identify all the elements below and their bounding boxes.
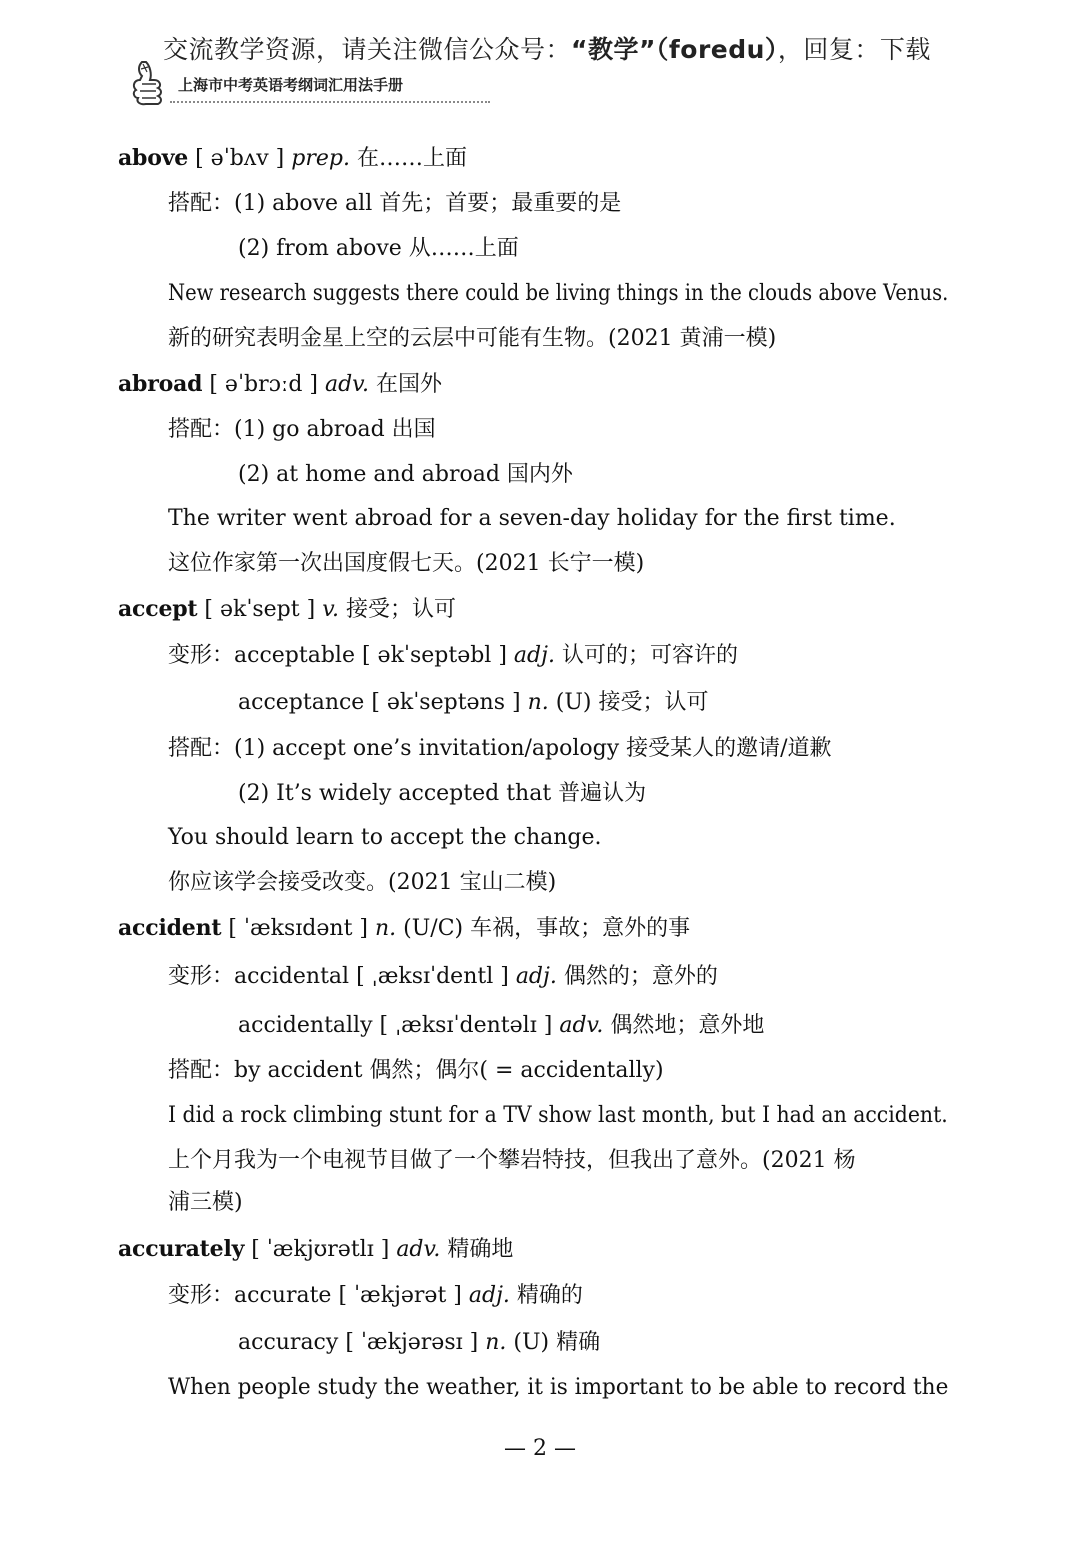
- collocation-text: (1) above all 首先；首要；最重要的是: [234, 191, 622, 216]
- example-translation: [168, 1146, 856, 1176]
- headword: accident: [118, 915, 222, 941]
- headword: above: [118, 145, 189, 171]
- meaning: 接受；认可: [346, 597, 457, 622]
- collocation-text: (1) accept one’s invitation/apology 接受某人的邀请/道歉: [234, 736, 832, 761]
- example-translation-continued: [168, 1188, 243, 1218]
- example-text: I did a rock climbing stunt for a TV show last month, but I had an accident.: [168, 1103, 948, 1128]
- page-header: [0, 0, 1080, 120]
- collocation-text: (2) at home and abroad 国内外: [238, 462, 573, 487]
- section-label: 变形：: [168, 1283, 235, 1308]
- notice-prefix: 交流教学资源，请关注微信公众号：: [163, 35, 572, 64]
- section-label: 变形：: [168, 964, 235, 989]
- collocation-line: [238, 234, 519, 264]
- word-form-line: [168, 1281, 583, 1311]
- part-of-speech: n.: [485, 1330, 507, 1355]
- word-form: accidental: [234, 964, 350, 989]
- collocation-line: [168, 734, 832, 764]
- section-label: 搭配：: [168, 736, 235, 761]
- translation-text: 新的研究表明金星上空的云层中可能有生物。(2021 黄浦一模): [168, 326, 777, 351]
- word-form-line: [238, 1328, 600, 1358]
- entry-headword-line: [118, 913, 690, 944]
- part-of-speech: adj.: [513, 643, 555, 668]
- phonetic: [ əkˈsept ]: [204, 597, 316, 622]
- phonetic: [ ˈæksɪdənt ]: [228, 916, 368, 941]
- phonetic: [ əˈbʌv ]: [195, 146, 285, 171]
- headword: accept: [118, 596, 198, 622]
- phonetic: [ əˈbrɔːd ]: [209, 372, 318, 397]
- collocation-line: [168, 1056, 664, 1086]
- notice-suffix: ，回复：下载: [777, 35, 931, 64]
- translation-text: 你应该学会接受改变。(2021 宝山二模): [168, 870, 557, 895]
- entry-headword-line: [118, 1234, 513, 1265]
- book-title: 上海市中考英语考纲词汇用法手册: [178, 76, 404, 94]
- word-form-line: [238, 1011, 764, 1041]
- headword: accurately: [118, 1236, 245, 1262]
- example-sentence: [168, 823, 602, 853]
- collocation-text: (2) from above 从……上面: [238, 236, 519, 261]
- collocation-line: [238, 460, 573, 490]
- section-label: 搭配：: [168, 417, 235, 442]
- example-translation: [168, 324, 776, 354]
- meaning: 精确的: [516, 1283, 583, 1308]
- translation-text: 这位作家第一次出国度假七天。(2021 长宁一模): [168, 551, 645, 576]
- meaning: 偶然的；意外的: [563, 964, 718, 989]
- entry-headword-line: [118, 369, 442, 400]
- section-label: 搭配：: [168, 1058, 235, 1083]
- collocation-line: [168, 189, 621, 219]
- part-of-speech: adj.: [515, 964, 557, 989]
- page-number: — 2 —: [504, 1436, 576, 1461]
- word-form: accuracy: [238, 1330, 339, 1355]
- phonetic: [ ˈækjʊrətlɪ ]: [251, 1237, 390, 1262]
- phonetic: [ ˌæksɪˈdentəlɪ ]: [379, 1013, 553, 1038]
- example-text: When people study the weather, it is important to be able to record the: [168, 1375, 949, 1400]
- part-of-speech: adv.: [559, 1013, 604, 1038]
- example-sentence: [168, 1101, 948, 1131]
- word-form: accidentally: [238, 1013, 373, 1038]
- collocation-text: (1) go abroad 出国: [234, 417, 436, 442]
- meaning: 认可的；可容许的: [561, 643, 738, 668]
- collocation-line: [168, 415, 436, 445]
- example-sentence: [168, 1373, 948, 1403]
- phonetic: [ ˈækjərəsɪ ]: [345, 1330, 479, 1355]
- headword: abroad: [118, 371, 203, 397]
- notice-id: （foredu）: [655, 35, 778, 64]
- entry-headword-line: [118, 594, 456, 625]
- part-of-speech: n.: [375, 916, 397, 941]
- collocation-text: by accident 偶然；偶尔( = accidentally): [234, 1058, 664, 1083]
- section-label: 搭配：: [168, 191, 235, 216]
- part-of-speech: v.: [322, 597, 339, 622]
- example-text: The writer went abroad for a seven-day holiday for the first time.: [168, 506, 896, 531]
- part-of-speech: n.: [527, 690, 549, 715]
- meaning: 在……上面: [356, 146, 467, 171]
- part-of-speech: prep.: [291, 146, 350, 171]
- translation-text: 浦三模): [168, 1190, 243, 1215]
- header-divider: [170, 101, 490, 103]
- part-of-speech: adj.: [468, 1283, 510, 1308]
- phonetic: [ əkˈseptəns ]: [371, 690, 521, 715]
- phonetic: [ əkˈseptəbl ]: [361, 643, 507, 668]
- example-text: You should learn to accept the change.: [168, 825, 602, 850]
- part-of-speech: adv.: [396, 1237, 441, 1262]
- example-translation: [168, 868, 556, 898]
- example-translation: [168, 549, 644, 579]
- word-form-line: [168, 641, 738, 671]
- word-form-line: [238, 688, 708, 718]
- translation-text: 上个月我为一个电视节目做了一个攀岩特技，但我出了意外。(2021 杨: [168, 1148, 856, 1173]
- meaning: 在国外: [376, 372, 443, 397]
- thumbs-up-logo-icon: [128, 58, 168, 106]
- meaning: (U) 接受；认可: [555, 690, 709, 715]
- part-of-speech: adv.: [324, 372, 369, 397]
- example-sentence: [168, 279, 948, 309]
- meaning: 偶然地；意外地: [610, 1013, 765, 1038]
- example-sentence: [168, 504, 896, 534]
- word-form: acceptable: [234, 643, 355, 668]
- notice-account: “教学”: [571, 35, 656, 64]
- phonetic: [ ˈækjərət ]: [338, 1283, 462, 1308]
- example-text: New research suggests there could be living things in the clouds above Venus.: [168, 281, 949, 306]
- collocation-line: [238, 779, 646, 809]
- meaning: (U/C) 车祸，事故；意外的事: [403, 916, 691, 941]
- word-form: acceptance: [238, 690, 365, 715]
- wechat-notice: [163, 30, 931, 66]
- section-label: 变形：: [168, 643, 235, 668]
- phonetic: [ ˌæksɪˈdentl ]: [356, 964, 509, 989]
- entry-headword-line: [118, 143, 467, 174]
- collocation-text: (2) It’s widely accepted that 普遍认为: [238, 781, 647, 806]
- meaning: (U) 精确: [513, 1330, 601, 1355]
- meaning: 精确地: [447, 1237, 514, 1262]
- word-form-line: [168, 962, 718, 992]
- word-form: accurate: [234, 1283, 332, 1308]
